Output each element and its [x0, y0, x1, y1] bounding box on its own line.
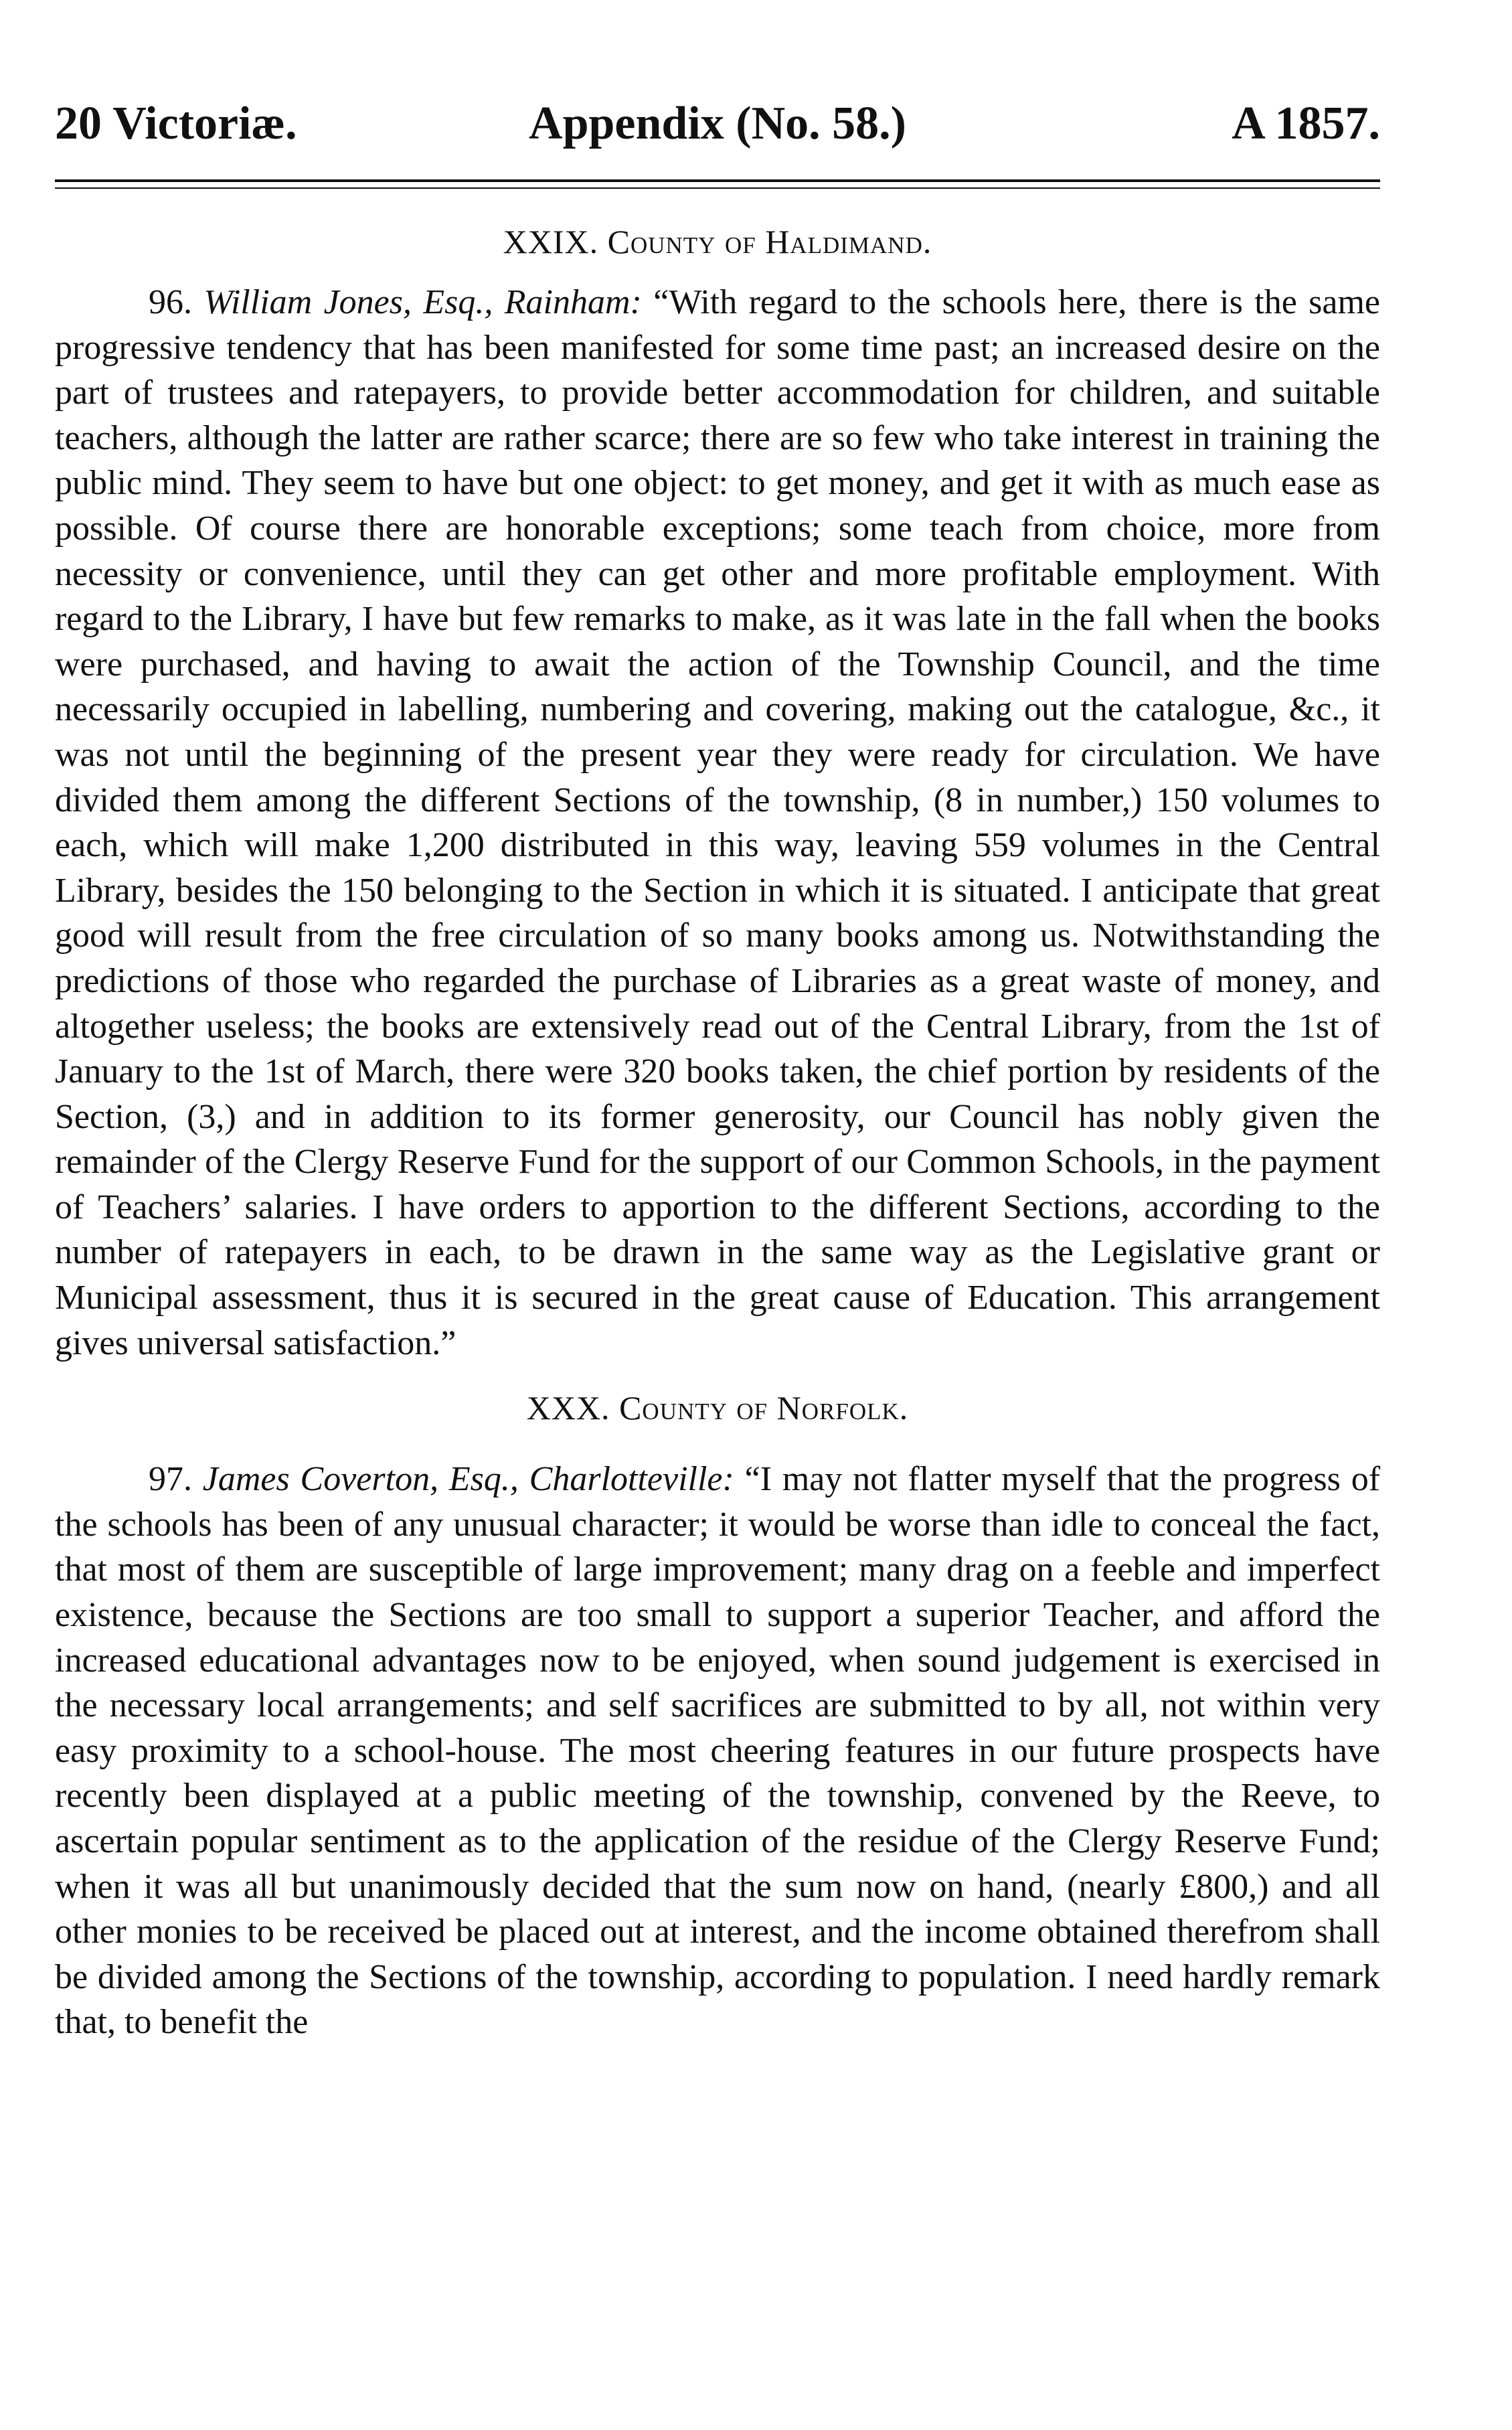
section-heading-haldimand — [55, 222, 1380, 261]
header-rule — [55, 179, 1380, 189]
entry-author: James Coverton, Esq., Charlotteville: — [202, 1460, 734, 1499]
running-header — [55, 94, 1380, 154]
section-title: County of Norfolk. — [619, 1389, 909, 1427]
section-numeral: XXX. — [526, 1389, 610, 1427]
document-page — [55, 94, 1380, 2045]
section-title: County of Haldimand. — [607, 223, 932, 260]
entry-author: William Jones, Esq., Rainham: — [203, 283, 642, 321]
section-numeral: XXIX. — [503, 223, 599, 260]
header-session: 20 Victoriæ. — [55, 98, 297, 149]
entry-paragraph-97 — [55, 1457, 1380, 2045]
section-heading-norfolk — [55, 1388, 1380, 1427]
header-appendix: Appendix (No. 58.) — [529, 98, 906, 149]
entry-paragraph-96 — [55, 280, 1380, 1366]
entry-number: 97. — [149, 1460, 192, 1499]
entry-number: 96. — [149, 283, 192, 321]
entry-text: “With regard to the schools here, there is the same progressive tendency that has been manifested for some time past; an increased desire on the part of trustees and ratepayers, to provide better accommodation for children, and suitable teachers, although the latter are rather scarce; there are so few who take interest in training the public mind. They seem to have but one object: to get money, and get it with as much ease as possible. Of course there are honorable exceptions; some teach from choice, more from necessity or convenience, until they can get other and more profitable employment. With regard to the Library, I have but few remarks to make, as it was late in the fall when the books were purchased, and having to await the action of the Township Council, and the time necessarily occupied in labelling, numbering and covering, making out the catalogue, &c., it was not until the beginning of the present year they were ready for circulation. We have divided them among the different Sections of the township, (8 in number,) 150 volumes to each, which will make 1,200 distributed in this way, leaving 559 volumes in the Central Library, besides the 150 belonging to the Section in which it is situated. I anticipate that great good will result from the free circulation of so many books among us. Notwithstanding the predictions of those who regarded the purchase of Libraries as a great waste of money, and altogether useless; the books are extensively read out of the Central Library, from the 1st of January to the 1st of March, there were 320 books taken, the chief portion by residents of the Section, (3,) and in addition to its former generosity, our Council has nobly given the remainder of the Clergy Reserve Fund for the support of our Common Schools, in the payment of Teachers’ salaries. I have orders to apportion to the different Sections, according to the number of ratepayers in each, to be drawn in the same way as the Legislative grant or Municipal assessment, thus it is secured in the great cause of Education. This arrangement gives universal satisfaction.” — [55, 283, 1381, 1362]
header-year: A 1857. — [1232, 98, 1380, 149]
entry-text: “I may not flatter myself that the progress of the schools has been of any unusual character; it would be worse than idle to conceal the fact, that most of them are susceptible of large improvement; many drag on a feeble and imperfect existence, because the Sections are too small to support a superior Teacher, and afford the increased educational advantages now to be enjoyed, when sound judgement is exercised in the necessary local arrangements; and self sacrifices are submitted to by all, not within very easy proximity to a school-house. The most cheering features in our future prospects have recently been displayed at a public meeting of the township, convened by the Reeve, to ascertain popular sentiment as to the application of the residue of the Clergy Reserve Fund; when it was all but unanimously decided that the sum now on hand, (nearly £800,) and all other monies to be received be placed out at interest, and the income obtained therefrom shall be divided among the Sections of the township, according to population. I need hardly remark that, to benefit the — [55, 1460, 1381, 2042]
